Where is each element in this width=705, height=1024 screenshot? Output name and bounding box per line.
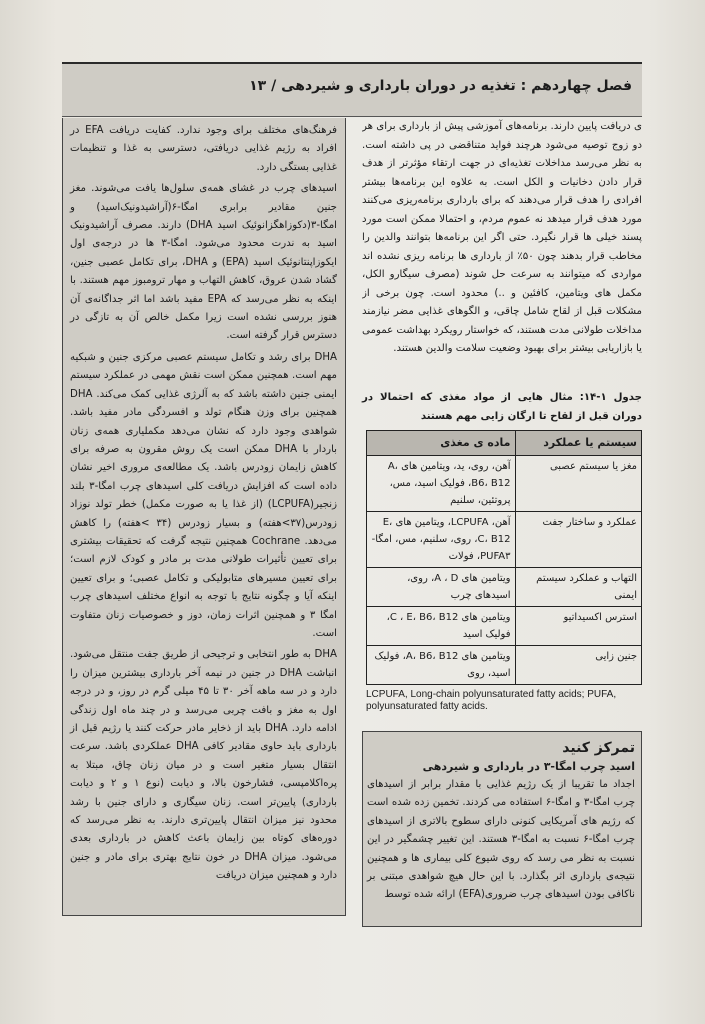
system-cell: مغز یا سیستم عصبی xyxy=(515,456,642,512)
table-footnote: LCPUFA, Long-chain polyunsaturated fatty acids; PUFA, polyunsaturated fatty acids. xyxy=(366,689,617,712)
nutrient-cell: ویتامین های A ، D، روی، اسیدهای چرب xyxy=(367,568,516,607)
table-row xyxy=(367,456,642,512)
system-cell: عملکرد و ساختار جفت xyxy=(515,512,642,568)
table-row xyxy=(367,512,642,568)
system-cell: التهاب و عملکرد سیستم ایمنی xyxy=(515,568,642,607)
nutrient-cell: ویتامین های A، B6، B12، فولیک اسید، روی xyxy=(367,646,516,685)
chapter-title: فصل چهاردهم : تغذیه در دوران بارداری و شیردهی / ۱۳ xyxy=(249,78,632,94)
system-cell: جنین زایی xyxy=(515,646,642,685)
focus-body: اجداد ما تقریبا از یک رژیم غذایی با مقدار برابر از اسیدهای چرب امگا-۳ و امگا-۶ استفاده می کردند. تخمین زده شده است که رژیم های آمریکایی کنونی دارای سطوح بالاتری از اسیدهای چرب امگا-۶ نسبت به امگا-۳ هستند. این تغییر چشمگیر در این نسبت به نظر می رسد که روی شیوع کلی بیماری ها و همچنین نتیجه‌ی بارداری اثر بگذارد. با این حال هیچ شواهدی مبتنی بر ناکافی بودن اسیدهای چرب ضروری(EFA) ارائه شده توسط xyxy=(367,779,635,901)
table-header-row xyxy=(367,431,642,456)
table-caption: جدول ۱-۱۴: مثال هایی از مواد مغذی که احتمالا در دوران قبل از لقاح تا ارگان زایی مهم هستند xyxy=(362,392,642,422)
right-column-text xyxy=(362,118,642,378)
table-row xyxy=(367,646,642,685)
paragraph: ی دریافت پایین دارند. برنامه‌های آموزشی پیش از بارداری برای هر دو زوج توصیه می‌شود هرچند فواید متناقضی در پی داشته است. به نظر می‌رسد مداخلات تغذیه‌ای در جهت ارتقاء مؤثرتر از هدف قرار دادن دخانیات و الکل است. به علاوه این برنامه‌ها بیشتر افرادی را هدف قرار می‌دهند که برای بارداری برنامه‌ریزی می‌کنند مورد هدف قرار میدهد نه عموم مردم، و احتمالا ممکن است مورد پسند خیلی ها قرار نگیرد. حتی اگر این برنامه‌ها بتوانند والدین را مخاطب قرار بدهند چون ۵۰٪ از بارداری ها برنامه ریزی نشده اند مواردی که میتوانند به سرعت حل شوند (مصرف سیگارو الکل، مکمل های ویتامین، کافئین و ..) محدود است. چون برخی از مشکلات قبل از لقاح شامل چاقی، و الگوهای غذایی مضر نیازمند مداخلات طولانی مدت هستند، که خواستار رویکرد بهداشت عمومی یا بازاریابی بیشتر برای بهبود وضعیت سلامت والدین هستند. xyxy=(362,121,642,354)
nutrient-cell: آهن، LCPUFA، ویتامین های E، C، B12، روی، سلنیم، مس، امگا- PUFA۳، فولات xyxy=(367,512,516,568)
focus-title: تمرکز کنید xyxy=(562,740,635,756)
focus-subtitle: اسید چرب امگا-۳ در بارداری و شیردهی xyxy=(422,760,635,773)
nutrient-cell: ویتامین های C ، E، B6، B12، فولیک اسید xyxy=(367,607,516,646)
column-header-system: سیستم یا عملکرد xyxy=(515,431,642,456)
paragraph: اسیدهای چرب در غشای همه‌ی سلول‌ها یافت می‌شوند. مغز جنین مقادیر برابری امگا-۶(آراشیدونیک‌اسید) و امگا-۳(دکوزاهگزانوئیک اسید DHA) دارند. مصرف آراشیدونیک اسید به ندرت محدود می‌شود. امگا-۳ ها در درجه‌ی اول ایکوزاپنتانوئیک اسید (EPA) و DHA، برای تکامل عصبی جنین، گشاد شدن عروق، کاهش التهاب و مهار ترومبوز مهم هستند. با اینکه به نظر می‌رسد که EPA مفید باشد اما اثر جداگانه‌ی آن هنوز بررسی نشده است زیرا مکمل خالص آن به تازگی در دسترس قرار گرفته است. xyxy=(70,183,338,342)
table-row xyxy=(367,607,642,646)
paragraph: DHA برای رشد و تکامل سیستم عصبی مرکزی جنین و شبکیه مهم است. همچنین ممکن است نقش مهمی در عملکرد سیستم ایمنی جنین داشته باشد که به آلرژی غذایی کمک می‌کند. DHA همچنین برای وزن هنگام تولد و افسردگی مادر مفید باشد. شواهدی وجود دارد که نشان می‌دهد مکملیاری همه‌ی زنان باردار با DHA ممکن است یک روش مقرون به صرفه برای کاهش زایمان زودرس باشد. یک مطالعه‌ی مروری اخیر نشان داده است که افزایش دریافت کلی اسیدهای چرب امگا-۳ بلند زنجیر(LCPUFA) (از غذا یا به صورت مکمل) خطر تولد نوزاد زودرس(۳۷>هفته) و بسیار زودرس (۳۴ >هفته) را کاهش می‌دهد. Cochrane همچنین نتیجه گرفت که تحقیقات بیشتری برای تعیین تأثیرات طولانی مدت بر مادر و کودک لازم است؛ برای تعیین مسیرهای متابولیکی و تکامل عصبی؛ و برای تعیین اینکه آیا و چگونه نتایج با توجه به انواع مختلف اسیدهای چرب امگا ۳ و همچنین اثرات زمان، دوز و خصوصیات زنان متفاوت است. xyxy=(70,351,338,639)
left-column-box xyxy=(62,118,346,916)
page-header xyxy=(62,62,642,117)
paragraph: فرهنگ‌های مختلف برای وجود ندارد. کفایت دریافت EFA در افراد به رژیم غذایی دریافتی، دسترسی به غذا و تنظیمات غذایی بستگی دارد. xyxy=(70,125,337,173)
nutrient-cell: آهن، روی، ید، ویتامین های A، B6، B12، فولیک اسید، مس، پروتئین، سلنیم xyxy=(367,456,516,512)
column-header-nutrient: ماده ی مغذی xyxy=(367,431,516,456)
focus-box xyxy=(362,731,642,927)
table-row xyxy=(367,568,642,607)
system-cell: استرس اکسیداتیو xyxy=(515,607,642,646)
nutrient-table xyxy=(366,430,642,685)
paragraph: DHA به طور انتخابی و ترجیحی از طریق جفت منتقل می‌شود. انباشت DHA در جنین در نیمه آخر بارداری بیشترین میزان را دارد و در سه ماهه آخر ۳۰ تا ۴۵ میلی گرم در روز، و در درجه اول به مغز و بافت چربی می‌رسد و در چند ماه اول زندگی ادامه دارد. DHA باید از ذخایر مادر حرکت کنند یا رژیم قبل از بارداری باید حاوی مقادیر کافی DHA عملکردی باشد. سرعت انتقال بسیار متغیر است و در میان زنان چاق، مبتلا به پره‌اکلامپسی، فشارخون بالا، و دیابت (نوع ۱ و ۲ و دیابت بارداری) پایین‌تر است. زنان سیگاری و دارای جنین با رشد محدود نیز میزان انتقال پایین‌تری دارند. به نظر می‌رسد که دوره‌های کوتاه بین زایمان باعث کاهش در بارداری بعدی می‌شود. میزان DHA در خون نتایج بهتری برای مادر و جنین دارد و همچنین میزان دریافت xyxy=(70,649,338,882)
